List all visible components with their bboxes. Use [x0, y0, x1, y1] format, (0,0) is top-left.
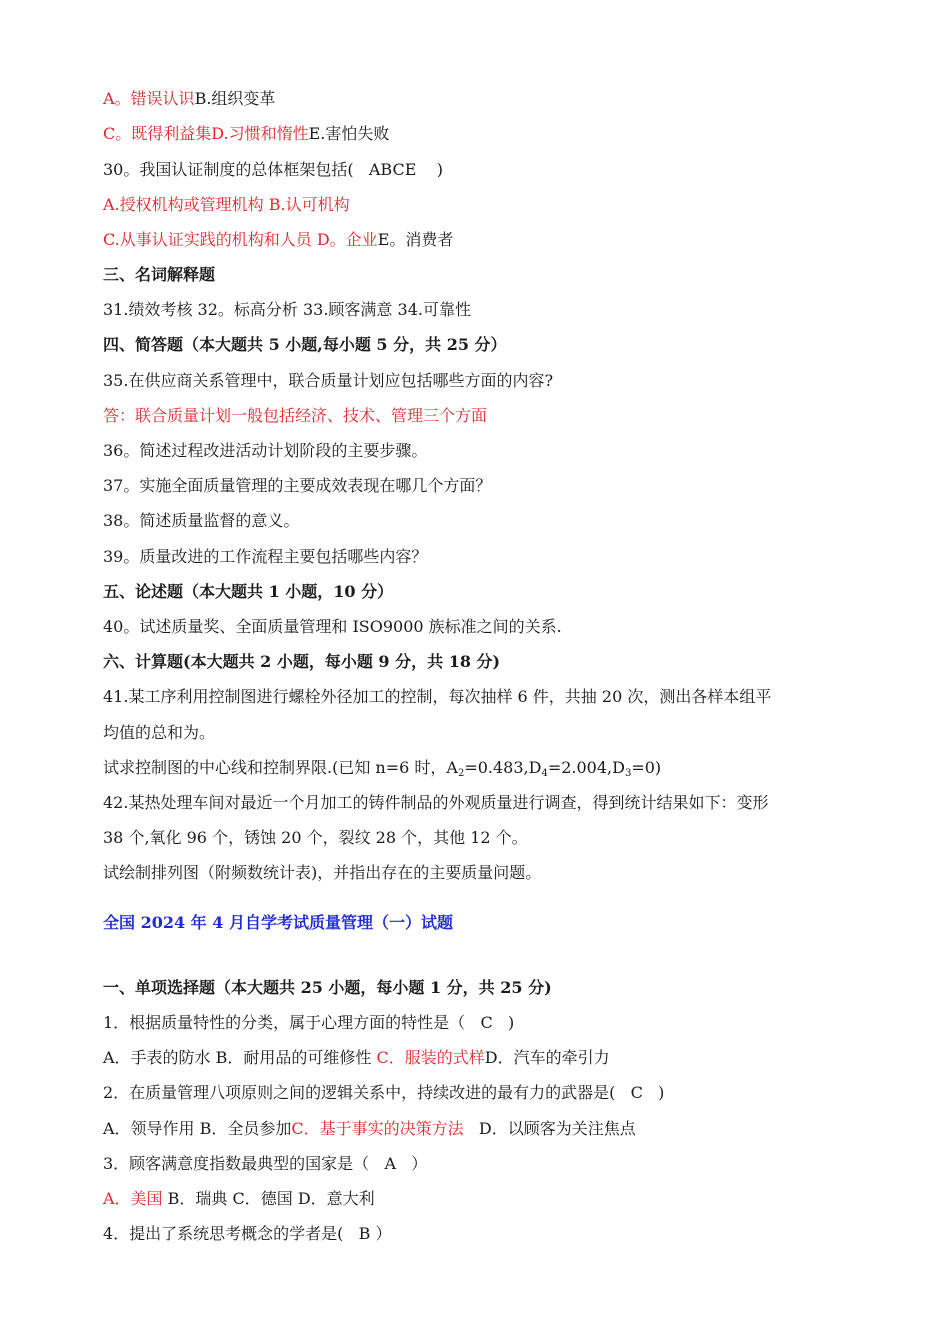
q38-text: 38。简述质量监督的意义。: [103, 511, 300, 530]
q29-options-cde: [103, 123, 863, 145]
q2-options-ab: A．领导作用 B．全员参加: [103, 1119, 292, 1138]
q35-answer: 答：联合质量计划一般包括经济、技术、管理三个方面: [103, 406, 488, 425]
q29-option-c: C。既得利益集: [103, 124, 212, 143]
q41-line-3-post: =0): [631, 758, 662, 777]
q3-option-a: A．美国: [103, 1189, 163, 1208]
q29-option-b: B.组织变革: [194, 89, 276, 108]
section-3-heading: 三、名词解释题: [103, 265, 216, 284]
q1-options: [103, 1047, 863, 1069]
q3-text: 3．顾客满意度指数最典型的国家是（ A ）: [103, 1154, 428, 1173]
subscript-d3: 3: [624, 768, 632, 779]
q35-text: 35.在供应商关系管理中，联合质量计划应包括哪些方面的内容?: [103, 371, 554, 390]
q4-text: 4．提出了系统思考概念的学者是( B ）: [103, 1224, 392, 1243]
q41-line-1: 41.某工序利用控制图进行螺栓外径加工的控制，每次抽样 6 件，共抽 20 次，测出各样本组平: [103, 687, 772, 706]
q29-option-a: A。错误认识: [103, 89, 195, 108]
q36-text: 36。简述过程改进活动计划阶段的主要步骤。: [103, 441, 428, 460]
subscript-d4: 4: [541, 768, 548, 779]
q3-options-bcd: B．瑞典 C．德国 D．意大利: [167, 1189, 375, 1208]
q2-text: 2．在质量管理八项原则之间的逻辑关系中，持续改进的最有力的武器是( C ): [103, 1083, 665, 1102]
q30-option-cd: C.从事认证实践的机构和人员 D。企业: [103, 230, 378, 249]
q2-option-c: C．基于事实的决策方法: [291, 1119, 464, 1138]
q30-options-ab: A.授权机构或管理机构 B.认可机构: [103, 195, 350, 214]
q30-option-e: E。消费者: [377, 230, 454, 249]
q1-text: 1．根据质量特性的分类，属于心理方面的特性是（ C ): [103, 1013, 515, 1032]
q40-text: 40。试述质量奖、全面质量管理和 ISO9000 族标准之间的关系.: [103, 617, 562, 636]
q42-line-2: 38 个,氧化 96 个，锈蚀 20 个，裂纹 28 个，其他 12 个。: [103, 828, 528, 847]
section-4-heading: 四、简答题（本大题共 5 小题,每小题 5 分，共 25 分）: [103, 335, 507, 354]
subscript-a: 2: [457, 768, 465, 779]
q1-option-c: C．服装的式样: [376, 1048, 485, 1067]
q29-option-d: D.习惯和惰性: [211, 124, 309, 143]
q1-options-ab: A．手表的防水 B．耐用品的可维修性: [103, 1048, 372, 1067]
section-1-heading: 一、单项选择题（本大题共 25 小题，每小题 1 分，共 25 分): [103, 978, 552, 997]
q2-options: [103, 1118, 863, 1140]
q41-line-3: [103, 757, 863, 779]
section-5-heading: 五、论述题（本大题共 1 小题，10 分）: [103, 582, 394, 601]
q37-text: 37。实施全面质量管理的主要成效表现在哪几个方面？: [103, 476, 492, 495]
q29-options-ab: [103, 88, 863, 110]
q3-options: [103, 1188, 863, 1210]
q41-line-3-mid-2: =2.004,D: [547, 758, 625, 777]
q39-text: 39。质量改进的工作流程主要包括哪些内容？: [103, 547, 428, 566]
q1-option-d: D．汽车的牵引力: [484, 1048, 610, 1067]
q42-line-3: 试绘制排列图（附频数统计表)，并指出存在的主要质量问题。: [103, 863, 542, 882]
q31-34-text: 31.绩效考核 32。标高分析 33.顾客满意 34.可靠性: [103, 300, 471, 319]
q41-line-3-mid-1: =0.483,D: [464, 758, 542, 777]
q42-line-1: 42.某热处理车间对最近一个月加工的铸件制品的外观质量进行调查，得到统计结果如下：变形: [103, 793, 769, 812]
q30-text: 30。我国认证制度的总体框架包括( ABCE ): [103, 160, 443, 179]
q30-options-cde: [103, 229, 863, 251]
section-6-heading: 六、计算题(本大题共 2 小题，每小题 9 分，共 18 分): [103, 652, 501, 671]
q2-option-d: D．以顾客为关注焦点: [463, 1119, 636, 1138]
q41-line-3-pre: 试求控制图的中心线和控制界限.(已知 n=6 时，A: [103, 758, 458, 777]
exam-title: 全国 2024 年 4 月自学考试质量管理（一）试题: [103, 913, 453, 932]
q29-option-e: E.害怕失败: [308, 124, 390, 143]
q41-line-2: 均值的总和为。: [103, 723, 216, 742]
